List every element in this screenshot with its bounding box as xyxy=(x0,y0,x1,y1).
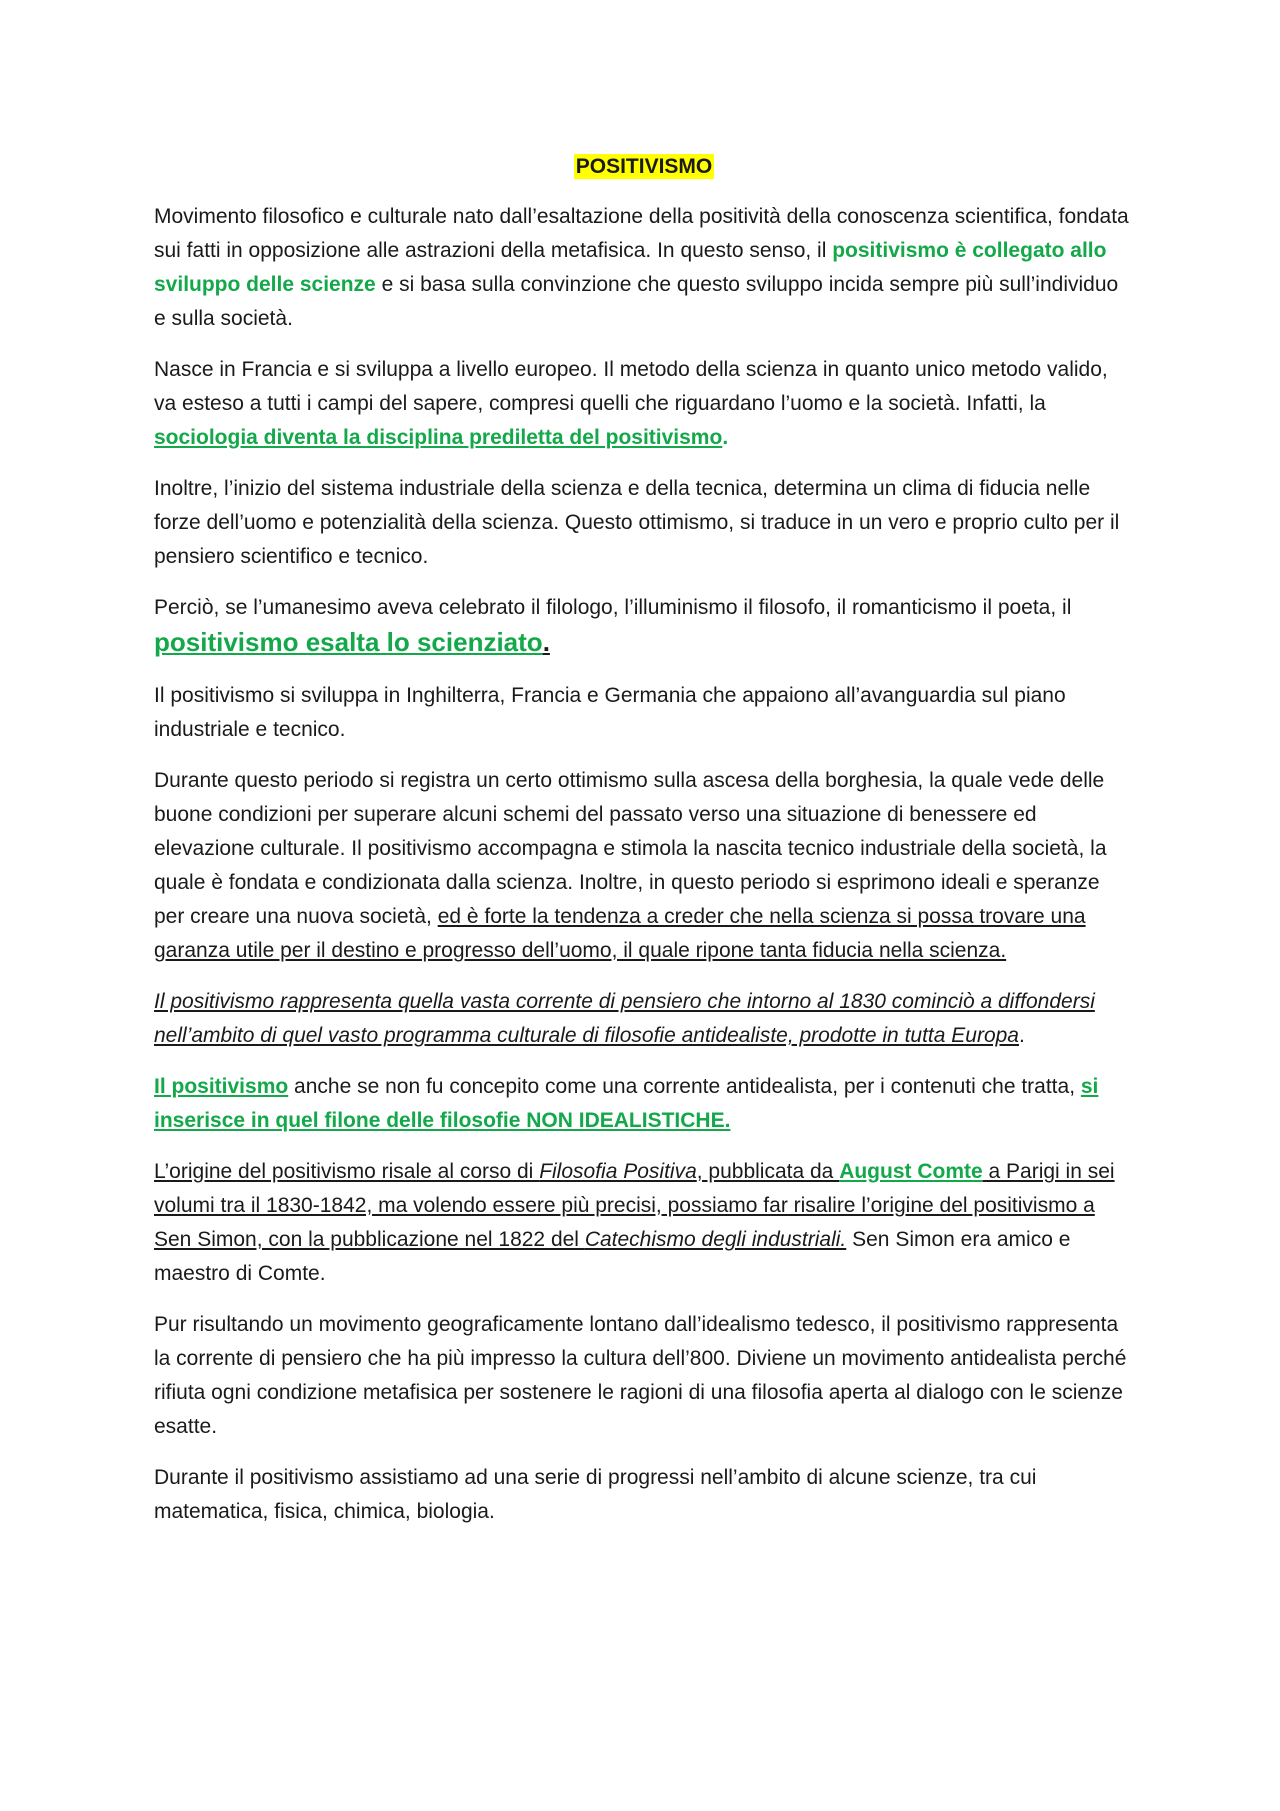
book-title: Filosofia Positiva xyxy=(539,1160,697,1183)
italic-underlined-text: Il positivismo rappresenta quella vasta corrente di pensiero che intorno al 1830 cominciò a diffondersi nell’ambito di quel vasto programma culturale di filosofie antidealiste, prodotte in tutta Europa xyxy=(154,990,1095,1047)
paragraph-9: L’origine del positivismo risale al corso di Filosofia Positiva, pubblicata da August Comte a Parigi in sei volumi tra il 1830-1842, ma volendo essere più precisi, possiamo far risalire l’origine del positivismo a Sen Simon, con la pubblicazione nel 1822 del Catechismo degli industriali. Sen Simon era amico e maestro di Comte. xyxy=(154,1160,1115,1285)
paragraph-7: Il positivismo rappresenta quella vasta corrente di pensiero che intorno al 1830 cominciò a diffondersi nell’ambito di quel vasto programma culturale di filosofie antidealiste, prodotte in tutta Europa. xyxy=(154,990,1095,1047)
highlight-green-underlined: sociologia diventa la disciplina prediletta del positivismo xyxy=(154,426,723,449)
document-page xyxy=(154,150,1134,1546)
paragraph-3: Inoltre, l’inizio del sistema industriale della scienza e della tecnica, determina un clima di fiducia nelle forze dell’uomo e potenzialità della scienza. Questo ottimismo, si traduce in un vero e proprio culto per il pensiero scientifico e tecnico. xyxy=(154,477,1120,568)
highlight-green-large: positivismo esalta lo scienziato xyxy=(154,627,543,657)
paragraph-2: Nasce in Francia e si sviluppa a livello europeo. Il metodo della scienza in quanto unico metodo valido, va esteso a tutti i campi del sapere, compresi quelli che riguardano l’uomo e la società. Infatti, la sociologia diventa la disciplina prediletta del positivismo. xyxy=(154,358,1108,449)
document-title xyxy=(154,150,1134,184)
paragraph-11: Durante il positivismo assistiamo ad una serie di progressi nell’ambito di alcune scienze, tra cui matematica, fisica, chimica, biologia. xyxy=(154,1466,1037,1523)
paragraph-4: Perciò, se l’umanesimo aveva celebrato il filologo, l’illuminismo il filosofo, il romanticismo il poeta, il positivismo esalta lo scienziato. xyxy=(154,596,1072,657)
highlight-green-underlined: si inserisce in quel filone delle filosofie NON IDEALISTICHE. xyxy=(154,1075,1099,1132)
paragraph-1: Movimento filosofico e culturale nato dall’esaltazione della positività della conoscenza scientifica, fondata sui fatti in opposizione alle astrazioni della metafisica. In questo senso, il positivismo è collegato allo sviluppo delle scienze e si basa sulla convinzione che questo sviluppo incida sempre più sull’individuo e sulla società. xyxy=(154,205,1129,330)
highlight-green-underlined: Il positivismo xyxy=(154,1075,289,1098)
paragraph-10: Pur risultando un movimento geograficamente lontano dall’idealismo tedesco, il positivismo rappresenta la corrente di pensiero che ha più impresso la cultura dell’800. Diviene un movimento antidealista perché rifiuta ogni condizione metafisica per sostenere le ragioni di una filosofia aperta al dialogo con le scienze esatte. xyxy=(154,1313,1127,1438)
underlined-text: ed è forte la tendenza a creder che nella scienza si possa trovare una garanza utile per il destino e progresso dell’uomo, il quale ripone tanta fiducia nella scienza. xyxy=(154,905,1086,962)
title-highlight: POSITIVISMO xyxy=(575,155,713,178)
paragraph-5: Il positivismo si sviluppa in Inghilterra, Francia e Germania che appaiono all’avanguardia sul piano industriale e tecnico. xyxy=(154,684,1066,741)
author-name: August Comte xyxy=(839,1160,983,1183)
paragraph-8: Il positivismo anche se non fu concepito come una corrente antidealista, per i contenuti che tratta, si inserisce in quel filone delle filosofie NON IDEALISTICHE. xyxy=(154,1075,1099,1132)
highlight-green: positivismo è collegato allo sviluppo delle scienze xyxy=(154,239,1107,296)
book-title: Catechismo degli industriali. xyxy=(584,1228,847,1251)
paragraph-6: Durante questo periodo si registra un certo ottimismo sulla ascesa della borghesia, la quale vede delle buone condizioni per superare alcuni schemi del passato verso una situazione di benessere ed elevazione culturale. Il positivismo accompagna e stimola la nascita tecnico industriale della società, la quale è fondata e condizionata dalla scienza. Inoltre, in questo periodo si esprimono ideali e speranze per creare una nuova società, ed è forte la tendenza a creder che nella scienza si possa trovare una garanza utile per il destino e progresso dell’uomo, il quale ripone tanta fiducia nella scienza. xyxy=(154,769,1107,962)
